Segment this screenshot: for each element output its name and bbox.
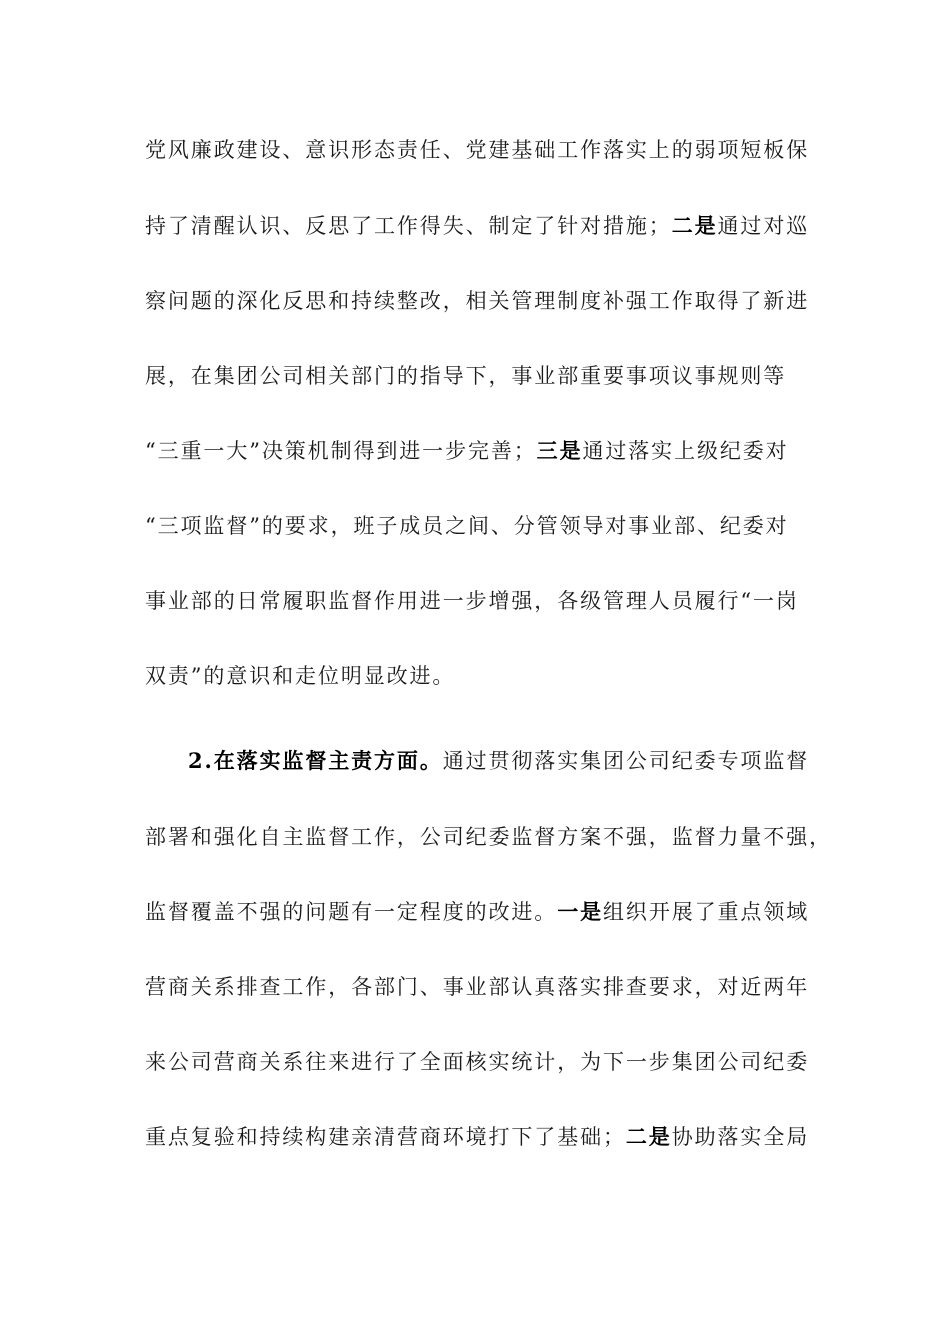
text-line: “三项监督”的要求，班子成员之间、分管领导对事业部、纪委对 <box>145 514 789 538</box>
text-line: 2.在落实监督主责方面。通过贯彻落实集团公司纪委专项监督 <box>188 748 810 773</box>
text-line: 党风廉政建设、意识形态责任、党建基础工作落实上的弱项短板保 <box>145 138 810 162</box>
text-line: 展，在集团公司相关部门的指导下，事业部重要事项议事规则等 <box>145 364 787 388</box>
text-line: 持了清醒认识、反思了工作得失、制定了针对措施；二是通过对巡 <box>145 213 810 238</box>
text-line: “三重一大”决策机制得到进一步完善；三是通过落实上级纪委对 <box>145 438 789 463</box>
text-line: 来公司营商关系往来进行了全面核实统计，为下一步集团公司纪委 <box>145 1050 810 1074</box>
emphasis-text: 二是 <box>625 1124 672 1149</box>
text-line: 重点复验和持续构建亲清营商环境打下了基础；二是协助落实全局 <box>145 1124 810 1149</box>
emphasis-text: 二是 <box>671 213 718 238</box>
text-line: 部署和强化自主监督工作，公司纪委监督方案不强，监督力量不强， <box>145 825 832 849</box>
emphasis-text: 三是 <box>536 438 583 463</box>
emphasis-text: 一是 <box>557 899 604 924</box>
text-line: 察问题的深化反思和持续整改，相关管理制度补强工作取得了新进 <box>145 289 810 313</box>
text-line: 双责”的意识和走位明显改进。 <box>145 664 456 688</box>
text-line: 事业部的日常履职监督作用进一步增强，各级管理人员履行“一岗 <box>145 589 799 613</box>
section-heading: 2.在落实监督主责方面。 <box>188 748 443 773</box>
text-line: 监督覆盖不强的问题有一定程度的改进。一是组织开展了重点领域 <box>145 899 810 924</box>
text-line: 营商关系排查工作，各部门、事业部认真落实排查要求，对近两年 <box>145 975 810 999</box>
